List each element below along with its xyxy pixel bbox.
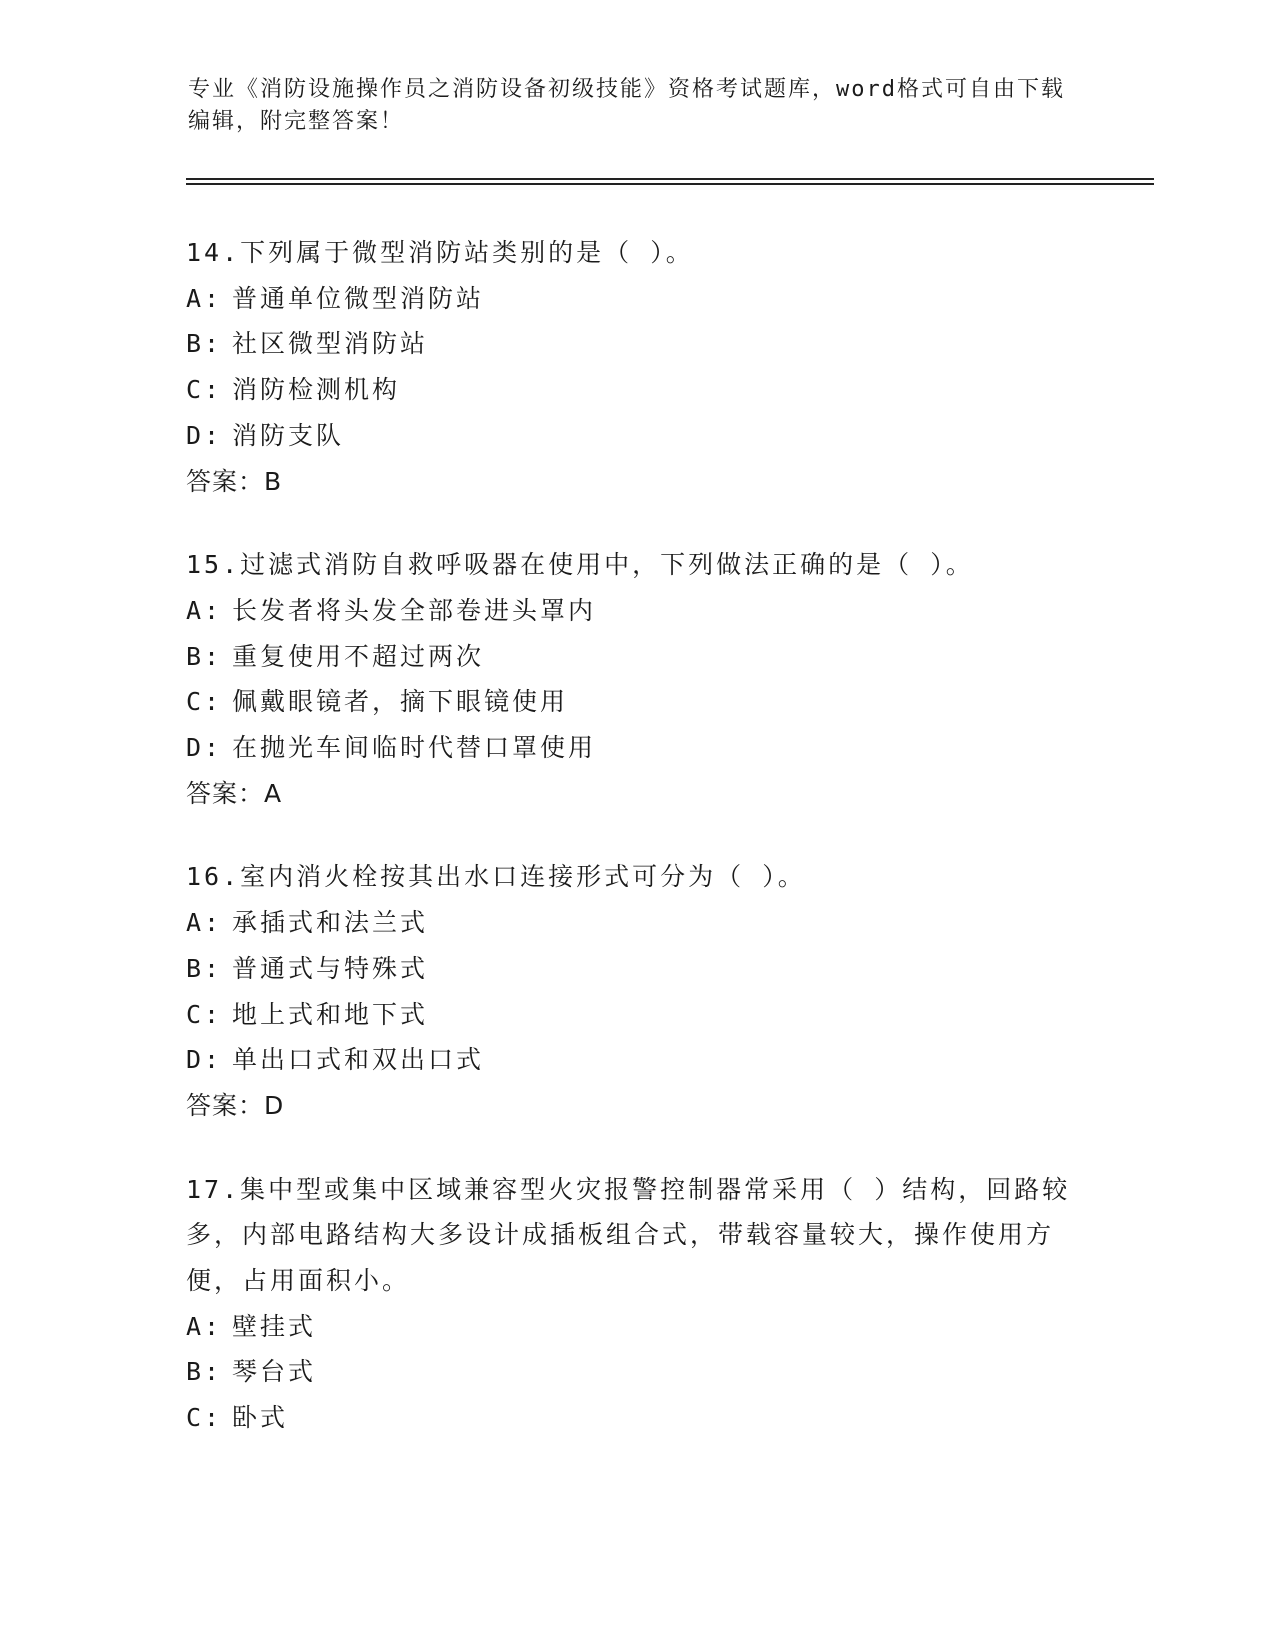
question-14 (186, 230, 1086, 504)
option-text: 长发者将头发全部卷进头罩内 (232, 595, 597, 625)
option-b (186, 946, 1086, 992)
answer-line: 答案：B (186, 466, 283, 496)
option-text: 琴台式 (232, 1357, 317, 1387)
option-text: 佩戴眼镜者，摘下眼镜使用 (232, 687, 569, 717)
option-key: B: (186, 329, 223, 359)
option-text: 消防支队 (232, 420, 345, 450)
option-a (186, 1304, 1086, 1350)
option-text: 消防检测机构 (232, 375, 401, 405)
header-divider-bottom (186, 183, 1154, 185)
option-key: A: (186, 283, 223, 313)
question-stem: 17.集中型或集中区域兼容型火灾报警控制器常采用（ ）结构，回路较多，内部电路结构大多设计成插板组合式，带载容量较大，操作使用方便，占用面积小。 (186, 1174, 1071, 1296)
document-header: 专业《消防设施操作员之消防设备初级技能》资格考试题库，word格式可自由下载编辑，附完整答案！ (188, 77, 1065, 134)
option-a (186, 588, 1086, 634)
option-text: 重复使用不超过两次 (232, 641, 485, 671)
option-a (186, 900, 1086, 946)
option-c (186, 1395, 1086, 1441)
option-a (186, 276, 1086, 322)
option-text: 单出口式和双出口式 (232, 1045, 485, 1075)
question-16 (186, 854, 1086, 1128)
option-b (186, 1349, 1086, 1395)
option-key: A: (186, 1311, 223, 1341)
option-c (186, 679, 1086, 725)
option-key: C: (186, 1403, 223, 1433)
header-divider-top (186, 178, 1154, 180)
option-text: 卧式 (232, 1403, 289, 1433)
question-stem: 16.室内消火栓按其出水口连接形式可分为（ ）。 (186, 862, 806, 892)
option-c (186, 992, 1086, 1038)
option-key: C: (186, 687, 223, 717)
question-17 (186, 1167, 1086, 1441)
option-text: 地上式和地下式 (232, 999, 429, 1029)
option-key: D: (186, 420, 223, 450)
option-b (186, 634, 1086, 680)
option-key: C: (186, 999, 223, 1029)
question-stem: 15.过滤式消防自救呼吸器在使用中，下列做法正确的是（ ）。 (186, 550, 974, 580)
question-15 (186, 542, 1086, 816)
option-key: B: (186, 953, 223, 983)
option-d (186, 1037, 1086, 1083)
option-key: D: (186, 1045, 223, 1075)
option-text: 承插式和法兰式 (232, 908, 429, 938)
option-key: A: (186, 595, 223, 625)
option-text: 壁挂式 (232, 1311, 317, 1341)
option-d (186, 725, 1086, 771)
option-key: D: (186, 733, 223, 763)
option-d (186, 413, 1086, 459)
option-text: 社区微型消防站 (232, 329, 429, 359)
question-list (186, 230, 1086, 1479)
question-stem: 14.下列属于微型消防站类别的是（ ）。 (186, 238, 694, 267)
option-b (186, 321, 1086, 367)
option-text: 普通式与特殊式 (232, 953, 429, 983)
option-key: A: (186, 908, 223, 938)
option-text: 普通单位微型消防站 (232, 283, 485, 313)
answer-line: 答案：A (186, 778, 283, 808)
option-key: B: (186, 641, 223, 671)
option-key: C: (186, 375, 223, 405)
answer-line: 答案：D (186, 1090, 285, 1120)
option-text: 在抛光车间临时代替口罩使用 (232, 733, 597, 763)
option-c (186, 367, 1086, 413)
option-key: B: (186, 1357, 223, 1387)
